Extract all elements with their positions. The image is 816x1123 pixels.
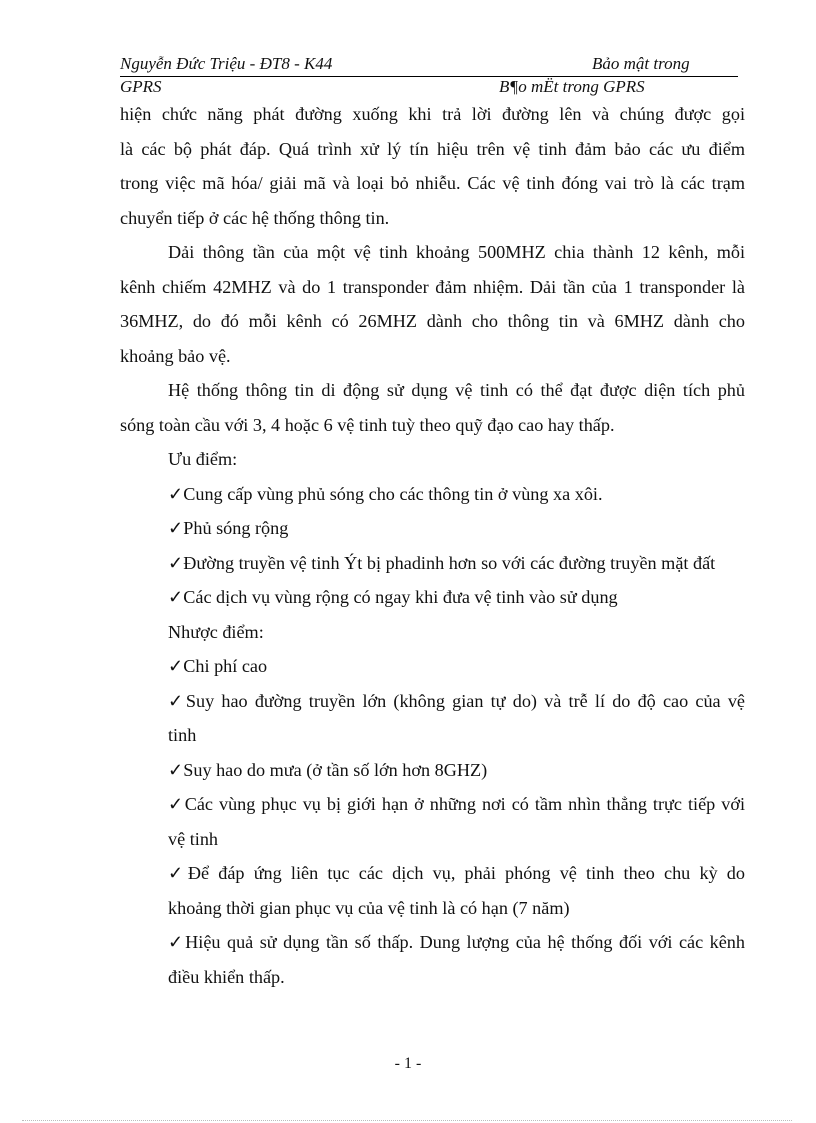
advantage-item: ✓Các dịch vụ vùng rộng có ngay khi đưa vệ tinh vào sử dụng	[168, 587, 618, 607]
page-number: - 1 -	[394, 1055, 422, 1072]
para2-line: kênh chiếm 42MHZ và do 1 transponder đảm nhiệm. Dải tần của 1 transponder là	[120, 276, 745, 297]
advantage-item: ✓Phủ sóng rộng	[168, 518, 289, 538]
disadvantage-item-cont: tinh	[168, 725, 197, 745]
para3-line: sóng toàn cầu với 3, 4 hoặc 6 vệ tinh tuỳ theo quỹ đạo cao hay thấp.	[120, 414, 615, 435]
para1-line: hiện chức năng phát đường xuống khi trả lời đường lên và chúng được gọi	[120, 104, 745, 124]
disadvantage-item: ✓Suy hao đường truyền lớn (không gian tự do) và trễ lí do độ cao của vệ	[168, 690, 745, 711]
header-rule	[120, 76, 738, 77]
advantage-item: ✓Cung cấp vùng phủ sóng cho các thông tin ở vùng xa xôi.	[168, 483, 603, 504]
para2-line: 36MHZ, do đó mỗi kênh có 26MHZ dành cho thông tin và 6MHZ dành cho	[120, 311, 745, 331]
disadvantage-item: ✓Hiệu quả sử dụng tần số thấp. Dung lượng của hệ thống đối với các kênh	[168, 932, 745, 952]
disadvantage-item: ✓Để đáp ứng liên tục các dịch vụ, phải phóng vệ tinh theo chu kỳ do	[168, 863, 745, 883]
disadvantage-item: ✓Chi phí cao	[168, 656, 268, 676]
advantages-label: Ưu điểm:	[168, 449, 238, 469]
document-body	[120, 97, 745, 994]
disadvantage-item-cont: điều khiển thấp.	[168, 966, 285, 987]
para1-line: là các bộ phát đáp. Quá trình xử lý tín hiệu trên vệ tinh đảm bảo các ưu điểm	[120, 138, 745, 159]
para1-line: chuyển tiếp ở các hệ thống thông tin.	[120, 207, 390, 228]
header-title-continued: GPRS	[120, 77, 162, 96]
para1-line: trong việc mã hóa/ giải mã và loại bỏ nhiễu. Các vệ tinh đóng vai trò là các trạm	[120, 173, 745, 193]
disadvantage-item-cont: khoảng thời gian phục vụ của vệ tinh là có hạn (7 năm)	[168, 897, 570, 918]
header-author: Nguyễn Đức Triệu - ĐT8 - K44	[120, 54, 333, 73]
advantage-item: ✓Đường truyền vệ tinh Ýt bị phadinh hơn so với các đường truyền mặt đất	[168, 552, 716, 573]
header-title-legacy-encoding: B¶o mËt trong GPRS	[499, 77, 645, 96]
disadvantage-item: ✓Các vùng phục vụ bị giới hạn ở những nơi có tầm nhìn thẳng trực tiếp với	[168, 794, 745, 814]
disadvantage-item: ✓Suy hao do mưa (ở tần số lớn hơn 8GHZ)	[168, 759, 488, 780]
para3-line: Hệ thống thông tin di động sử dụng vệ tinh có thể đạt được diện tích phủ	[168, 380, 745, 400]
disadvantages-label: Nhược điểm:	[168, 621, 264, 642]
footer-dotted-rule	[22, 1120, 792, 1121]
para2-line: khoảng bảo vệ.	[120, 345, 231, 366]
disadvantage-item-cont: vệ tinh	[168, 828, 219, 849]
header-title: Bảo mật trong	[592, 54, 690, 73]
para2-line: Dải thông tần của một vệ tinh khoảng 500MHZ chia thành 12 kênh, mỗi	[168, 242, 745, 262]
